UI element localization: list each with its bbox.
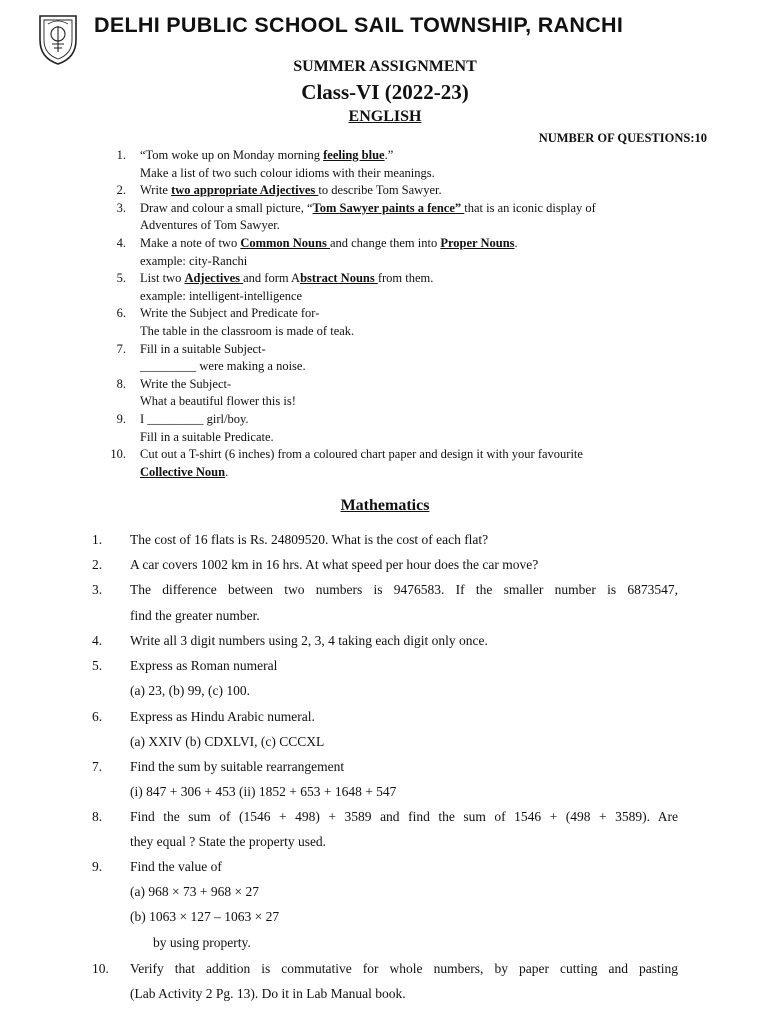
english-q7: Fill in a suitable Subject- <box>140 341 266 356</box>
english-q6-line2: The table in the classroom is made of teak. <box>140 324 355 338</box>
question-number: 3. <box>92 582 103 597</box>
english-q4-line2: example: city-Ranchi <box>140 253 248 268</box>
english-q2: Write two appropriate Adjectives to describe Tom Sawyer. <box>140 183 442 198</box>
question-number: 7. <box>92 759 103 774</box>
math-q9-line2: (a) 968 × 73 + 968 × 27 <box>130 884 259 899</box>
question-number: 4. <box>116 236 126 250</box>
english-q1: “Tom woke up on Monday morning feeling blue.” <box>140 148 394 162</box>
english-q1-line2: Make a list of two such colour idioms with their meanings. <box>140 165 435 180</box>
question-number: 3. <box>116 200 126 215</box>
math-q3-line2: find the greater number. <box>130 608 260 623</box>
english-q3: Draw and colour a small picture, “Tom Sawyer paints a fence” that is an iconic display of <box>140 200 596 215</box>
math-q6-line2: (a) XXIV (b) CDXLVI, (c) CCCXL <box>130 734 325 749</box>
math-q7-line2: (i) 847 + 306 + 453 (ii) 1852 + 653 + 1648 + 547 <box>130 784 397 799</box>
english-q9-line2: Fill in a suitable Predicate. <box>140 429 274 444</box>
question-number: 1. <box>92 532 103 547</box>
math-q10-line2: (Lab Activity 2 Pg. 13). Do it in Lab Manual book. <box>130 986 406 1001</box>
question-number: 7. <box>116 341 126 356</box>
math-q3: The difference between two numbers is 9476583. If the smaller number is 6873547, <box>130 582 678 597</box>
mathematics-heading: Mathematics <box>340 497 430 514</box>
math-q7: Find the sum by suitable rearrangement <box>130 759 345 774</box>
question-number: 9. <box>116 412 126 426</box>
question-number: 6. <box>92 709 103 724</box>
question-number: 4. <box>92 633 103 648</box>
english-q6: Write the Subject and Predicate for- <box>140 306 320 321</box>
math-q9-line3: (b) 1063 × 127 – 1063 × 27 <box>130 909 280 924</box>
school-name: DELHI PUBLIC SCHOOL SAIL TOWNSHIP, RANCHI <box>94 13 624 37</box>
math-q5: Express as Roman numeral <box>130 658 278 673</box>
english-q5-line2: example: intelligent-intelligence <box>140 288 303 303</box>
question-number: 10. <box>110 447 126 462</box>
math-q9-line4: by using property. <box>153 935 251 950</box>
math-q1: The cost of 16 flats is Rs. 24809520. What is the cost of each flat? <box>130 532 489 547</box>
question-number: 8. <box>92 809 103 824</box>
english-q8-line2: What a beautiful flower this is! <box>140 394 296 409</box>
math-q4: Write all 3 digit numbers using 2, 3, 4 taking each digit only once. <box>130 633 488 648</box>
math-q8: Find the sum of (1546 + 498) + 3589 and find the sum of 1546 + (498 + 3589). Are <box>130 809 678 824</box>
question-number: 10. <box>92 961 109 976</box>
english-q7-line2: _________ were making a noise. <box>140 359 306 374</box>
english-q8: Write the Subject- <box>140 376 232 391</box>
math-q9: Find the value of <box>130 859 222 874</box>
english-q9: I _________ girl/boy. <box>140 412 249 426</box>
question-number: 5. <box>116 271 126 286</box>
english-q4: Make a note of two Common Nouns and change them into Proper Nouns. <box>140 236 518 250</box>
question-count: NUMBER OF QUESTIONS:10 <box>538 131 707 145</box>
question-number: 2. <box>116 183 126 198</box>
assignment-title: SUMMER ASSIGNMENT <box>293 58 477 75</box>
class-title: Class-VI (2022-23) <box>301 80 469 104</box>
math-q10: Verify that addition is commutative for whole numbers, by paper cutting and pasting <box>130 961 678 976</box>
question-number: 8. <box>116 376 126 391</box>
math-q6: Express as Hindu Arabic numeral. <box>130 709 315 724</box>
english-q5: List two Adjectives and form Abstract Nouns from them. <box>140 271 434 286</box>
question-number: 9. <box>92 859 103 874</box>
math-q5-line2: (a) 23, (b) 99, (c) 100. <box>130 683 250 698</box>
subject-english-heading: ENGLISH <box>348 108 422 125</box>
english-q10-line2: Collective Noun. <box>140 464 229 479</box>
english-q3-line2: Adventures of Tom Sawyer. <box>140 218 280 233</box>
question-number: 5. <box>92 658 103 673</box>
math-q2: A car covers 1002 km in 16 hrs. At what speed per hour does the car move? <box>130 557 539 572</box>
math-q8-line2: they equal ? State the property used. <box>130 834 327 849</box>
question-number: 1. <box>116 148 126 162</box>
english-q10: Cut out a T-shirt (6 inches) from a coloured chart paper and design it with your favourite <box>140 447 583 462</box>
question-number: 6. <box>116 306 126 321</box>
question-number: 2. <box>92 557 103 572</box>
